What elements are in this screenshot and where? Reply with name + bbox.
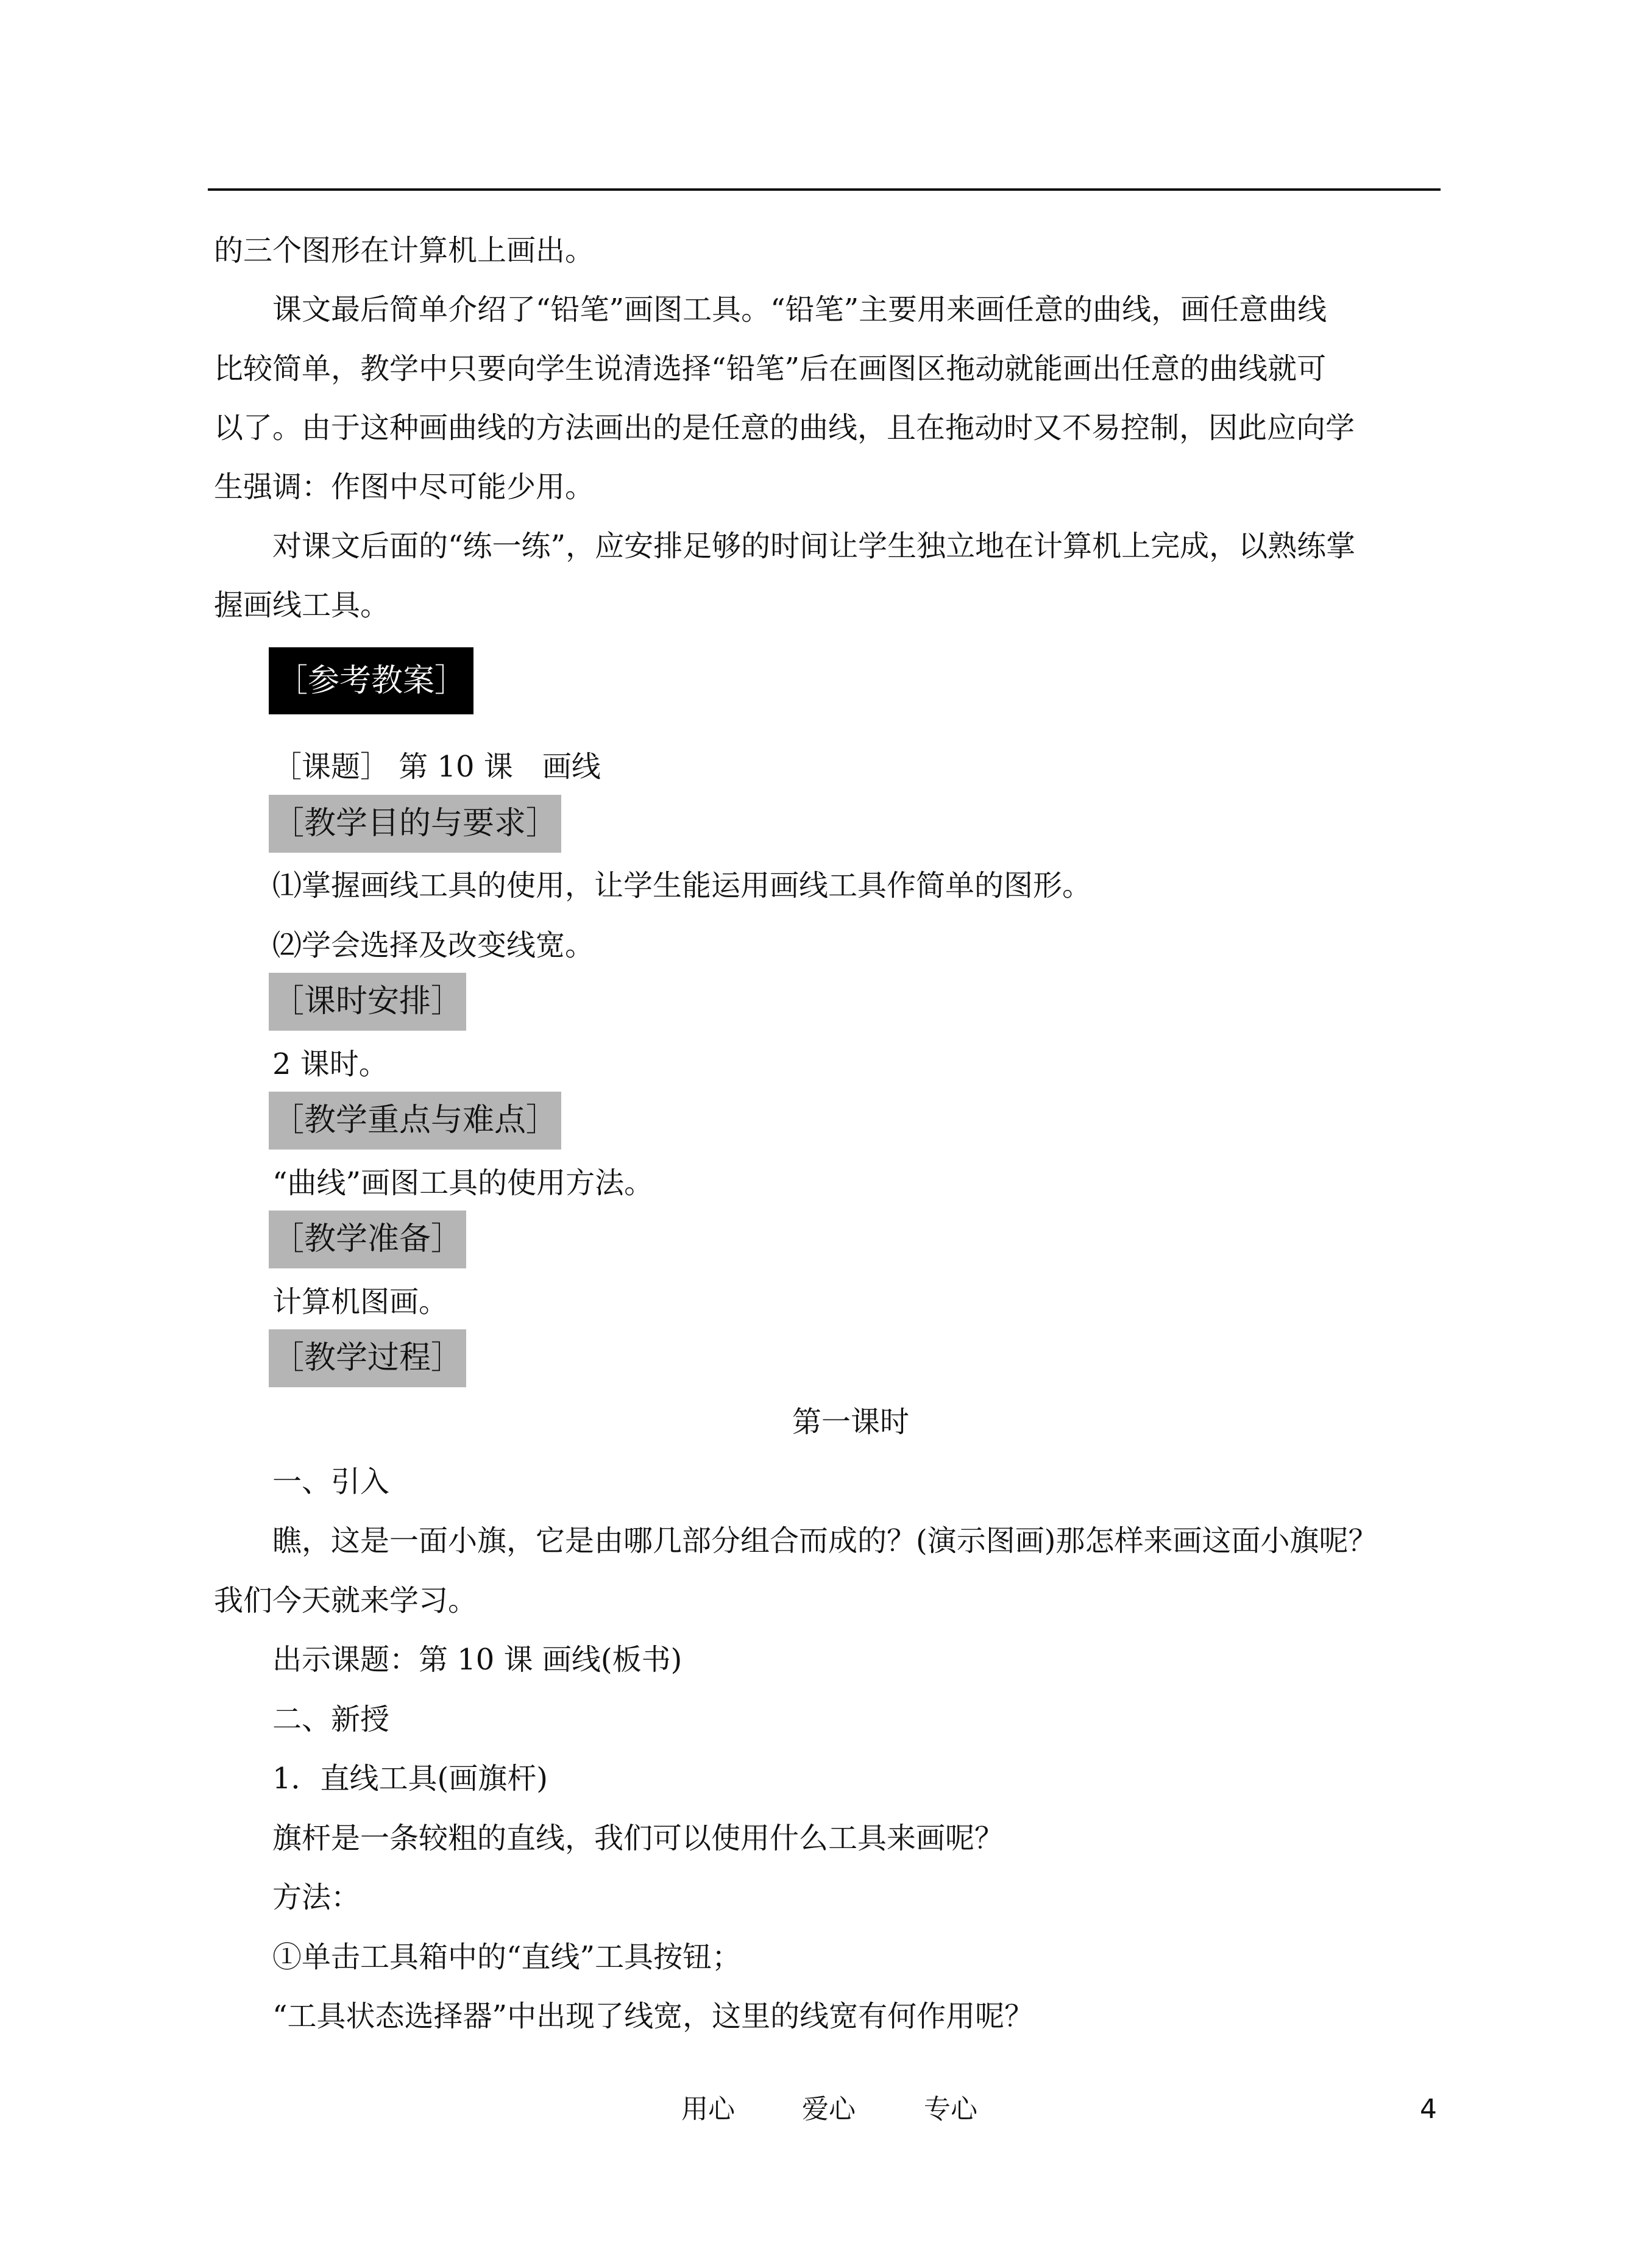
page-number: 4 <box>1420 2094 1437 2125</box>
paragraph-line: 生强调：作图中尽可能少用。 <box>214 470 595 504</box>
paragraph-line: 的三个图形在计算机上画出。 <box>214 233 595 268</box>
footer-text: 爱心 <box>802 2094 856 2125</box>
paragraph-line: 旗杆是一条较粗的直线，我们可以使用什么工具来画呢？ <box>272 1821 1004 1855</box>
paragraph-line: 握画线工具。 <box>214 588 390 622</box>
paragraph-line: ①单击工具箱中的“直线”工具按钮； <box>272 1940 742 1974</box>
goal-item: ⑴掌握画线工具的使用，让学生能运用画线工具作简单的图形。 <box>272 869 1092 903</box>
lesson-period-title: 第一课时 <box>792 1405 910 1439</box>
step-heading: 1．直线工具(画旗杆) <box>272 1761 548 1796</box>
section-schedule-label: ［课时安排］ <box>269 973 466 1031</box>
reference-plan-label: ［参考教案］ <box>269 647 473 714</box>
section-process-label: ［教学过程］ <box>269 1329 466 1387</box>
paragraph-line: 对课文后面的“练一练”，应安排足够的时间让学生独立地在计算机上完成，以熟练掌 <box>272 529 1356 563</box>
footer-text: 用心 <box>681 2094 735 2125</box>
goal-item: ⑵学会选择及改变线宽。 <box>272 928 595 962</box>
paragraph-line: 我们今天就来学习。 <box>214 1584 478 1618</box>
paragraph-line: 方法： <box>272 1880 361 1914</box>
keypoints-text: “曲线”画图工具的使用方法。 <box>272 1166 654 1200</box>
intro-heading: 一、引入 <box>272 1465 390 1499</box>
preparation-text: 计算机图画。 <box>272 1285 448 1319</box>
section-goals-label: ［教学目的与要求］ <box>269 795 561 853</box>
paragraph-line: “工具状态选择器”中出现了线宽，这里的线宽有何作用呢？ <box>272 1999 1034 2033</box>
schedule-text: 2 课时。 <box>272 1047 388 1081</box>
paragraph-line: 以了。由于这种画曲线的方法画出的是任意的曲线，且在拖动时又不易控制，因此应向学 <box>214 411 1355 445</box>
new-lesson-heading: 二、新授 <box>272 1702 390 1737</box>
paragraph-line: 出示课题：第 10 课 画线(板书) <box>272 1643 682 1677</box>
paragraph-line: 课文最后简单介绍了“铅笔”画图工具。“铅笔”主要用来画任意的曲线，画任意曲线 <box>272 293 1327 327</box>
lesson-topic: ［课题］ 第 10 课 画线 <box>272 750 601 784</box>
footer-text: 专心 <box>924 2094 977 2125</box>
header-rule <box>208 188 1441 191</box>
section-keypoints-label: ［教学重点与难点］ <box>269 1092 561 1150</box>
section-preparation-label: ［教学准备］ <box>269 1210 466 1268</box>
paragraph-line: 瞧，这是一面小旗，它是由哪几部分组合而成的？(演示图画)那怎样来画这面小旗呢？ <box>272 1524 1378 1558</box>
paragraph-line: 比较简单，教学中只要向学生说清选择“铅笔”后在画图区拖动就能画出任意的曲线就可 <box>214 352 1327 386</box>
